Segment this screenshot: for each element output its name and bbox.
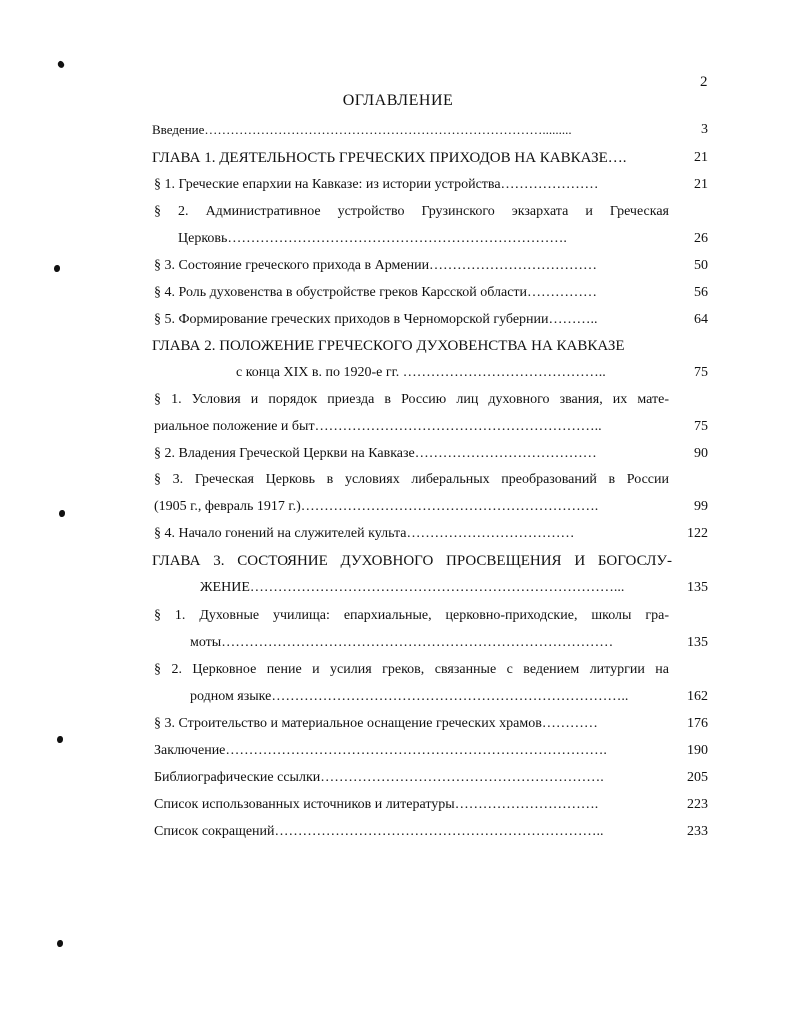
toc-page: 223: [687, 797, 708, 812]
toc-entry-abbreviations: Список сокращений……………………………………………………………..: [154, 824, 604, 839]
toc-entry-references: Библиографические ссылки…………………………………………………….: [154, 770, 604, 785]
toc-entry-cont: родном языке…………………………………………………………………..: [190, 689, 629, 704]
toc-entry: § 3. Состояние греческого прихода в Армении………………………………: [154, 258, 598, 273]
toc-page: 135: [687, 635, 708, 650]
toc-entry-intro: Введение…………………………………………………………………….........: [152, 122, 572, 137]
toc-chapter-1: ГЛАВА 1. ДЕЯТЕЛЬНОСТЬ ГРЕЧЕСКИХ ПРИХОДОВ НА КАВКАЗЕ….: [152, 150, 627, 166]
toc-page: 64: [694, 312, 708, 327]
toc-entry-sources: Список использованных источников и литературы………………………….: [154, 797, 599, 812]
toc-page: 135: [687, 580, 708, 595]
toc-page: 233: [687, 824, 708, 839]
toc-page: 3: [701, 122, 708, 137]
toc-page: 75: [694, 365, 708, 380]
toc-page: 21: [694, 150, 708, 165]
toc-page: 21: [694, 177, 708, 192]
toc-page: 56: [694, 285, 708, 300]
toc-entry: § 1. Греческие епархии на Кавказе: из истории устройства…………………: [154, 177, 599, 192]
toc-entry: § 2. Церковное пение и усилия греков, связанные с ведением литургии на: [154, 662, 669, 677]
toc-entry: § 1. Условия и порядок приезда в Россию лиц духовного звания, их мате-: [154, 392, 669, 407]
toc-entry-conclusion: Заключение……………………………………………………………………….: [154, 743, 607, 758]
toc-chapter-2: ГЛАВА 2. ПОЛОЖЕНИЕ ГРЕЧЕСКОГО ДУХОВЕНСТВА НА КАВКАЗЕ: [152, 338, 625, 354]
toc-chapter-3: ГЛАВА 3. СОСТОЯНИЕ ДУХОВНОГО ПРОСВЕЩЕНИЯ И БОГОСЛУ-: [152, 553, 672, 569]
toc-entry-cont: Церковь……………………………………………………………….: [178, 231, 567, 246]
toc-entry-cont: риальное положение и быт……………………………………………………..: [154, 419, 602, 434]
toc-page: 99: [694, 499, 708, 514]
toc-entry: § 2. Административное устройство Грузинского экзархата и Греческая: [154, 204, 669, 219]
scan-speck: [56, 60, 65, 69]
toc-chapter-3-cont: ЖЕНИЕ……………………………………………………………………...: [200, 580, 625, 595]
toc-entry: § 4. Роль духовенства в обустройстве греков Карсской области……………: [154, 285, 598, 300]
scan-speck: [54, 265, 60, 272]
toc-entry: § 1. Духовные училища: епархиальные, церковно-приходские, школы гра-: [154, 608, 669, 623]
scan-speck: [57, 736, 63, 743]
toc-entry: § 2. Владения Греческой Церкви на Кавказе…………………………………: [154, 446, 597, 461]
toc-page: 162: [687, 689, 708, 704]
toc-page: 190: [687, 743, 708, 758]
page-number: 2: [700, 74, 708, 90]
toc-entry-cont: моты…………………………………………………………………………: [190, 635, 614, 650]
toc-page: 75: [694, 419, 708, 434]
toc-entry: § 5. Формирование греческих приходов в Черноморской губернии………..: [154, 312, 598, 327]
toc-page: 26: [694, 231, 708, 246]
page-title: ОГЛАВЛЕНИЕ: [342, 92, 454, 109]
scan-speck: [57, 940, 63, 947]
toc-entry-cont: (1905 г., февраль 1917 г.)……………………………………………………….: [154, 499, 599, 514]
toc-page: 205: [687, 770, 708, 785]
toc-entry: § 4. Начало гонений на служителей культа………………………………: [154, 526, 575, 541]
toc-chapter-2-cont: с конца XIX в. по 1920-е гг. ……………………………………..: [236, 365, 606, 380]
toc-page: 90: [694, 446, 708, 461]
toc-entry: § 3. Греческая Церковь в условиях либеральных преобразований в России: [154, 472, 669, 487]
toc-page: 176: [687, 716, 708, 731]
scan-speck: [59, 510, 65, 517]
toc-page: 122: [687, 526, 708, 541]
toc-page: 50: [694, 258, 708, 273]
toc-entry: § 3. Строительство и материальное оснащение греческих храмов…………: [154, 716, 598, 731]
